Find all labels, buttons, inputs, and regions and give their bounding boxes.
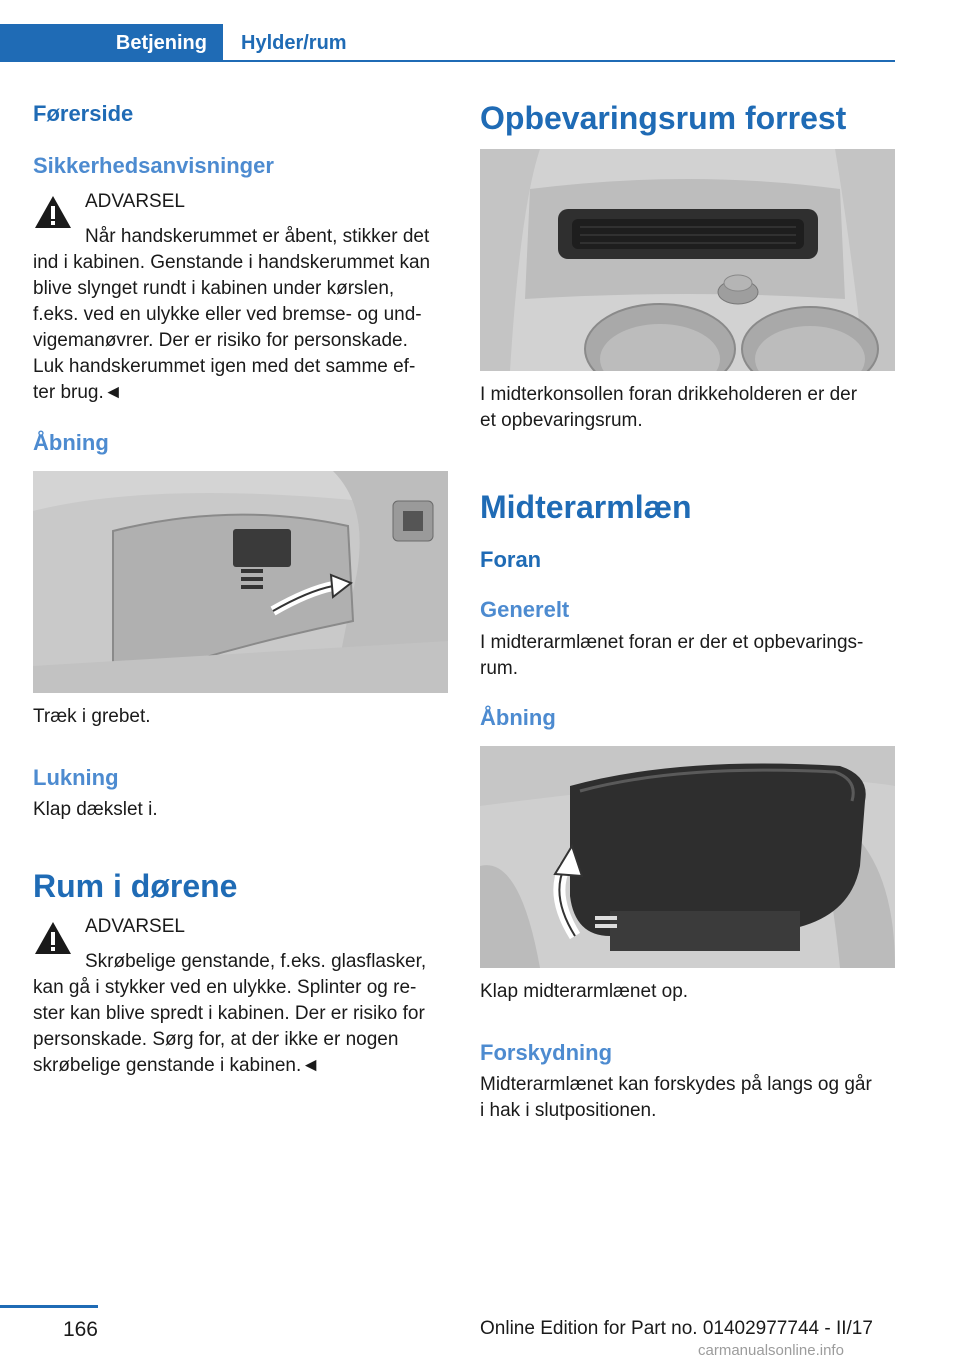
heading-foran: Foran — [480, 547, 542, 572]
warning-text-line: Når handskerummet er åbent, stikker det — [85, 226, 430, 247]
warning-text-line: Luk handskerummet igen med det samme ef- — [33, 356, 416, 377]
warning-label: ADVARSEL — [85, 191, 185, 212]
footer-rule — [0, 1305, 98, 1308]
heading-aabning: Åbning — [33, 430, 109, 455]
caption-armrest: Klap midterarmlænet op. — [480, 981, 689, 1002]
warning-text-line: ter brug.◄ — [33, 382, 123, 403]
text-opbevaring-line: et opbevaringsrum. — [480, 410, 643, 431]
text-forskydning-line: Midterarmlænet kan forskydes på langs og går — [480, 1074, 872, 1095]
warning-text-line: kan gå i stykker ved en ulykke. Splinter og re- — [33, 977, 417, 998]
header-rule — [0, 60, 895, 62]
warning-text-line: vigemanøvrer. Der er risiko for personskade. — [33, 330, 408, 351]
tab-betjening[interactable]: Betjening — [0, 24, 223, 62]
page-number: 166 — [62, 1318, 98, 1341]
text-generelt-line: I midterarmlænet foran er der et opbevarings- — [480, 632, 864, 653]
console-storage-photo — [480, 149, 895, 371]
heading-sikkerhedsanvisninger: Sikkerhedsanvisninger — [33, 153, 274, 178]
warning-triangle-icon — [33, 194, 73, 230]
heading-lukning: Lukning — [33, 765, 119, 790]
heading-midterarmlaen: Midterarmlæn — [480, 489, 692, 525]
warning-text-line: f.eks. ved en ulykke eller ved bremse- og und- — [33, 304, 422, 325]
heading-foerersside: Førerside — [33, 101, 134, 126]
page-header — [0, 0, 960, 62]
caption-glovebox: Træk i grebet. — [33, 706, 151, 727]
warning-text-line: skrøbelige genstande i kabinen.◄ — [33, 1055, 321, 1076]
text-lukning: Klap dækslet i. — [33, 799, 158, 820]
warning-triangle-icon — [33, 920, 73, 956]
text-forskydning-line: i hak i slutpositionen. — [480, 1100, 657, 1121]
glovebox-photo — [33, 471, 448, 693]
text-generelt-line: rum. — [480, 658, 518, 679]
heading-opbevaringsrum: Opbevaringsrum forrest — [480, 100, 847, 136]
warning-text-line: ster kan blive spredt i kabinen. Der er risiko for — [33, 1003, 425, 1024]
heading-aabning: Åbning — [480, 705, 556, 730]
heading-generelt: Generelt — [480, 597, 570, 622]
warning-text-line: Skrøbelige genstande, f.eks. glasflasker, — [85, 951, 427, 972]
warning-text-line: ind i kabinen. Genstande i handskerummet kan — [33, 252, 431, 273]
edition-note: Online Edition for Part no. 01402977744 - II/17 — [480, 1318, 873, 1339]
watermark: carmanualsonline.info — [698, 1342, 844, 1359]
armrest-photo — [480, 746, 895, 968]
heading-rum-i-doerene: Rum i dørene — [33, 868, 238, 904]
warning-label: ADVARSEL — [85, 916, 185, 937]
tab-hylder-rum[interactable]: Hylder/rum — [241, 32, 347, 54]
warning-text-line: blive slynget rundt i kabinen under kørslen, — [33, 278, 395, 299]
heading-forskydning: Forskydning — [480, 1040, 613, 1065]
warning-text-line: personskade. Sørg for, at der ikke er nogen — [33, 1029, 399, 1050]
text-opbevaring-line: I midterkonsollen foran drikkeholderen er der — [480, 384, 858, 405]
